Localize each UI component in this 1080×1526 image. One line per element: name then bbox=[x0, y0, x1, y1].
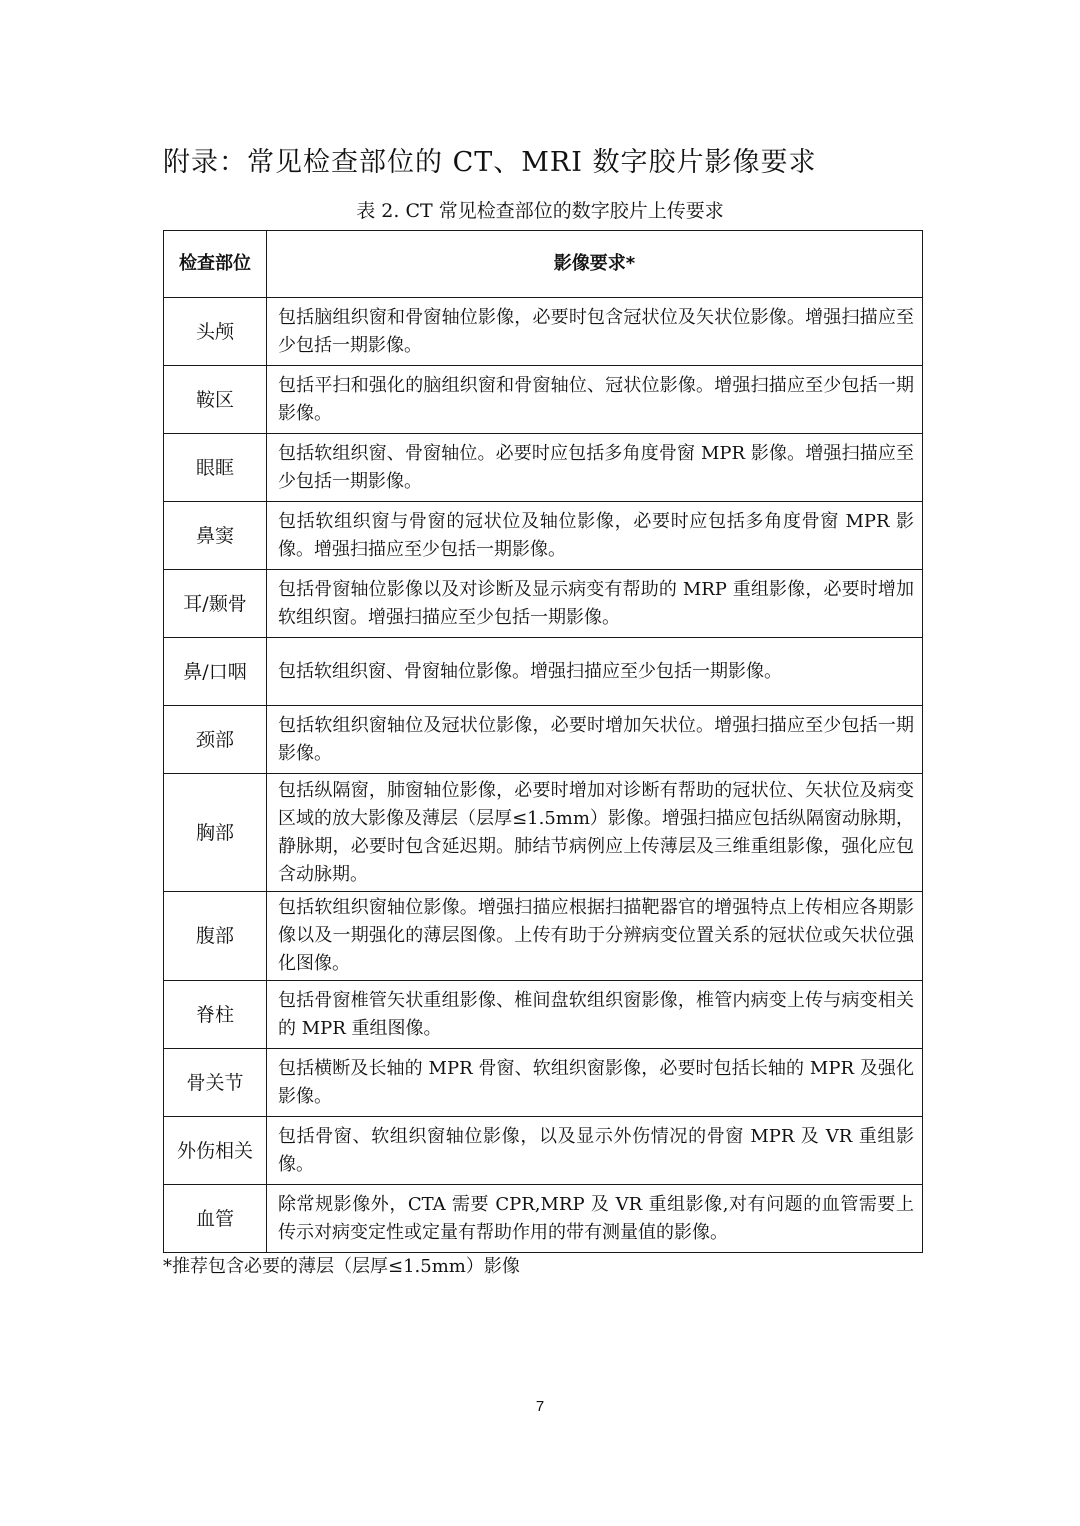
requirement-cell: 包括软组织窗、骨窗轴位。必要时应包括多角度骨窗 MPR 影像。增强扫描应至少包括一期影像。 bbox=[267, 434, 923, 502]
exam-part-cell: 鼻窦 bbox=[164, 502, 267, 570]
exam-part-cell: 鞍区 bbox=[164, 366, 267, 434]
requirement-cell: 包括骨窗椎管矢状重组影像、椎间盘软组织窗影像，椎管内病变上传与病变相关的 MPR 重组图像。 bbox=[267, 981, 923, 1049]
exam-part-cell: 头颅 bbox=[164, 298, 267, 366]
page-number: 7 bbox=[535, 1398, 545, 1415]
requirement-cell: 包括骨窗、软组织窗轴位影像，以及显示外伤情况的骨窗 MPR 及 VR 重组影像。 bbox=[267, 1117, 923, 1185]
table-row bbox=[164, 774, 923, 892]
exam-part-cell: 眼眶 bbox=[164, 434, 267, 502]
table-row bbox=[164, 502, 923, 570]
requirement-cell: 包括软组织窗轴位影像。增强扫描应根据扫描靶器官的增强特点上传相应各期影像以及一期强化的薄层图像。上传有助于分辨病变位置关系的冠状位或矢状位强化图像。 bbox=[267, 892, 923, 981]
table-row bbox=[164, 434, 923, 502]
requirement-cell: 包括软组织窗轴位及冠状位影像，必要时增加矢状位。增强扫描应至少包括一期影像。 bbox=[267, 706, 923, 774]
requirement-cell: 包括平扫和强化的脑组织窗和骨窗轴位、冠状位影像。增强扫描应至少包括一期影像。 bbox=[267, 366, 923, 434]
exam-part-cell: 鼻/口咽 bbox=[164, 638, 267, 706]
table-row bbox=[164, 706, 923, 774]
table-row bbox=[164, 1049, 923, 1117]
table-row bbox=[164, 298, 923, 366]
exam-part-cell: 腹部 bbox=[164, 892, 267, 981]
exam-part-cell: 颈部 bbox=[164, 706, 267, 774]
requirement-cell: 包括软组织窗与骨窗的冠状位及轴位影像，必要时应包括多角度骨窗 MPR 影像。增强扫描应至少包括一期影像。 bbox=[267, 502, 923, 570]
page-title: 附录：常见检查部位的 CT、MRI 数字胶片影像要求 bbox=[163, 147, 817, 178]
exam-part-cell: 血管 bbox=[164, 1185, 267, 1253]
footnote: *推荐包含必要的薄层（层厚≤1.5mm）影像 bbox=[163, 1256, 520, 1277]
requirement-cell: 除常规影像外，CTA 需要 CPR,MRP 及 VR 重组影像,对有问题的血管需要上传示对病变定性或定量有帮助作用的带有测量值的影像。 bbox=[267, 1185, 923, 1253]
requirement-cell: 包括骨窗轴位影像以及对诊断及显示病变有帮助的 MRP 重组影像，必要时增加软组织窗。增强扫描应至少包括一期影像。 bbox=[267, 570, 923, 638]
header-image-requirements: 影像要求* bbox=[267, 231, 923, 298]
requirements-table bbox=[163, 230, 923, 1253]
table-row bbox=[164, 1117, 923, 1185]
table-caption: 表 2. CT 常见检查部位的数字胶片上传要求 bbox=[356, 200, 724, 222]
table-row bbox=[164, 981, 923, 1049]
table-row bbox=[164, 638, 923, 706]
table-header-row bbox=[164, 231, 923, 298]
requirement-cell: 包括脑组织窗和骨窗轴位影像，必要时包含冠状位及矢状位影像。增强扫描应至少包括一期影像。 bbox=[267, 298, 923, 366]
header-exam-part: 检查部位 bbox=[164, 231, 267, 298]
table-row bbox=[164, 892, 923, 981]
table-row bbox=[164, 570, 923, 638]
exam-part-cell: 外伤相关 bbox=[164, 1117, 267, 1185]
table-row bbox=[164, 1185, 923, 1253]
exam-part-cell: 脊柱 bbox=[164, 981, 267, 1049]
exam-part-cell: 胸部 bbox=[164, 774, 267, 892]
table-row bbox=[164, 366, 923, 434]
exam-part-cell: 骨关节 bbox=[164, 1049, 267, 1117]
requirement-cell: 包括横断及长轴的 MPR 骨窗、软组织窗影像，必要时包括长轴的 MPR 及强化影像。 bbox=[267, 1049, 923, 1117]
requirement-cell: 包括软组织窗、骨窗轴位影像。增强扫描应至少包括一期影像。 bbox=[267, 638, 923, 706]
requirement-cell: 包括纵隔窗，肺窗轴位影像，必要时增加对诊断有帮助的冠状位、矢状位及病变区域的放大影像及薄层（层厚≤1.5mm）影像。增强扫描应包括纵隔窗动脉期，静脉期，必要时包含延迟期。肺结节病例应上传薄层及三维重组影像，强化应包含动脉期。 bbox=[267, 774, 923, 892]
exam-part-cell: 耳/颞骨 bbox=[164, 570, 267, 638]
